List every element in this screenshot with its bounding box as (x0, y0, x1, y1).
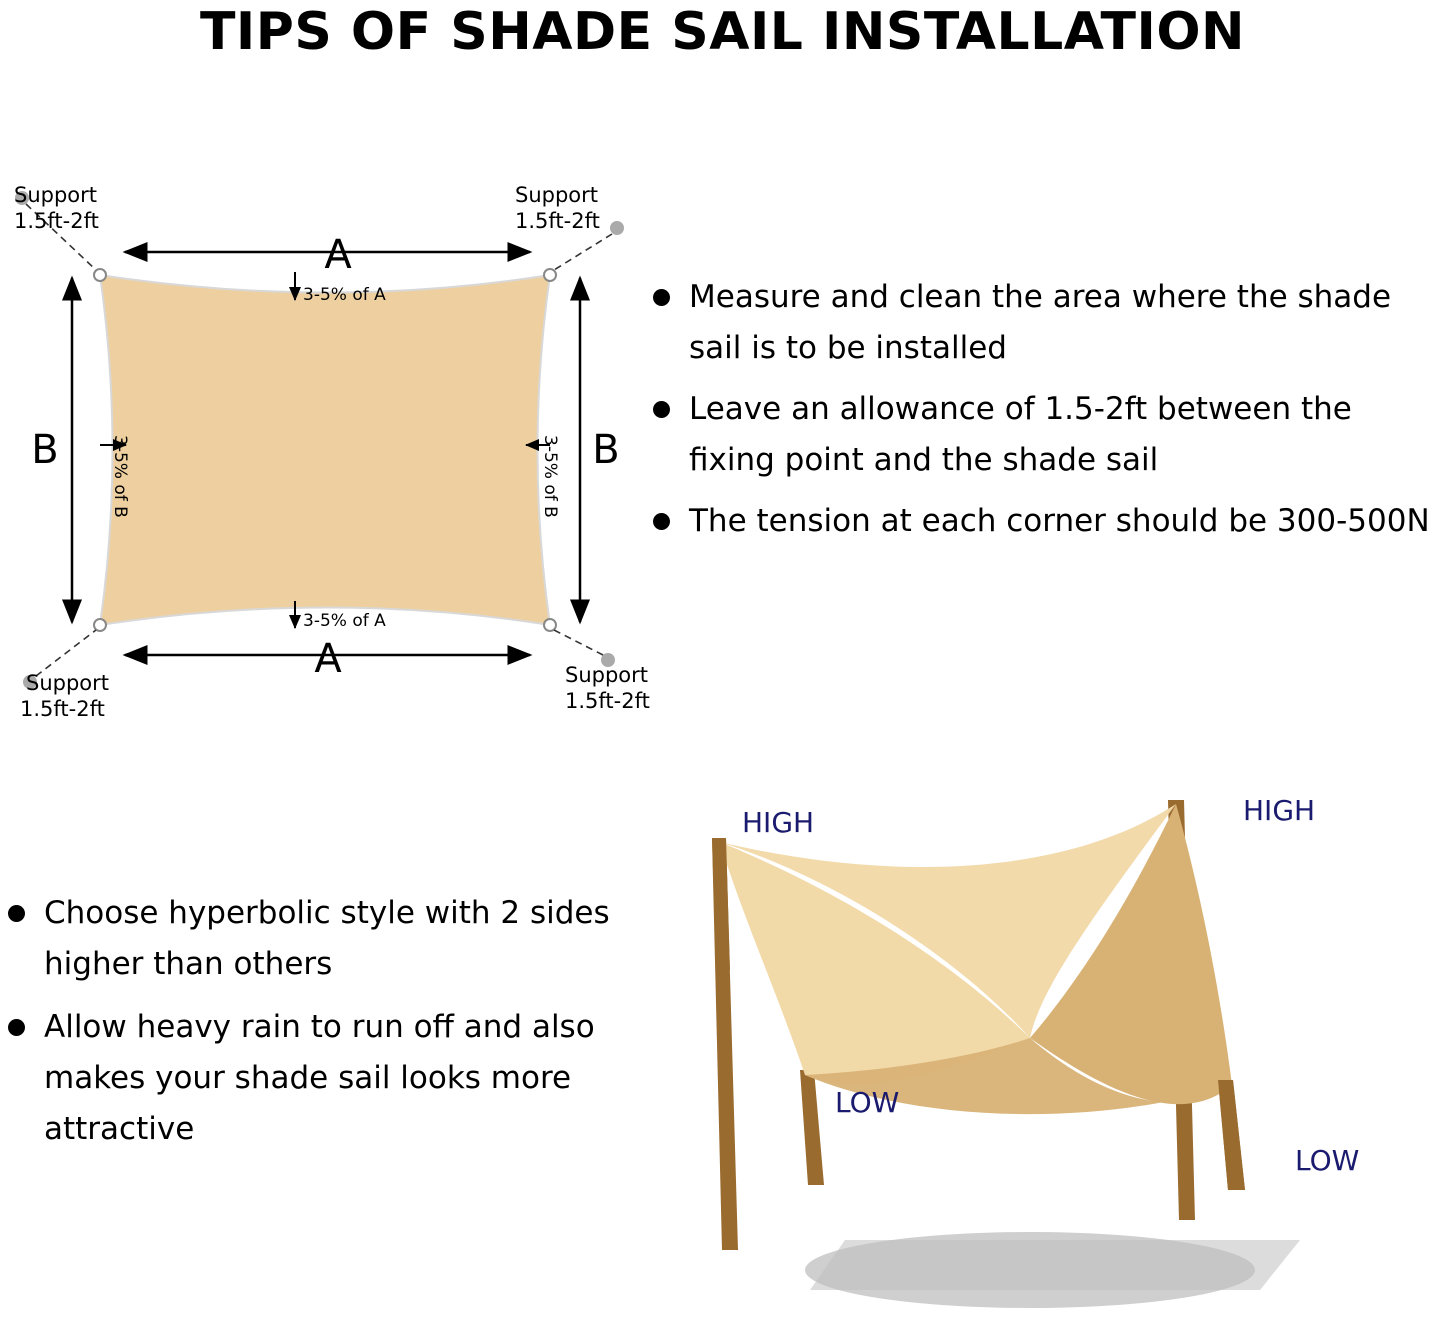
label-low-right: LOW (1295, 1144, 1360, 1177)
support-label-bottom-left-line2: 1.5ft-2ft (20, 697, 105, 721)
support-line-bottom-right (554, 630, 603, 655)
list-item: Measure and clean the area where the shade sail is to be installed (645, 272, 1445, 374)
list-item: Allow heavy rain to run off and also makes your shade sail looks more attractive (0, 1002, 640, 1155)
installation-tips-list (645, 272, 1445, 557)
label-curve-left: 3-5% of B (110, 435, 130, 518)
label-a-bottom: A (314, 636, 342, 682)
label-b-right: B (592, 427, 620, 473)
eyelet-top-left (94, 269, 106, 281)
support-label-top-right-line2: 1.5ft-2ft (515, 209, 600, 233)
label-b-left: B (31, 427, 59, 473)
ground-shadow-secondary (810, 1240, 1300, 1290)
post-low-left (800, 1070, 824, 1185)
support-label-bottom-right-line2: 1.5ft-2ft (565, 689, 650, 713)
label-low-left: LOW (835, 1086, 900, 1119)
support-label-bottom-left-line1: Support (26, 671, 110, 695)
label-curve-top: 3-5% of A (303, 285, 386, 305)
eyelet-bottom-right (544, 619, 556, 631)
label-curve-bottom: 3-5% of A (303, 611, 386, 631)
label-a-top: A (324, 232, 352, 278)
support-dot-top-right (610, 221, 624, 235)
eyelet-bottom-left (94, 619, 106, 631)
support-label-bottom-right-line1: Support (565, 663, 649, 687)
support-line-top-right (554, 234, 612, 270)
post-low-right-tip (1218, 1080, 1245, 1190)
label-curve-right: 3-5% of B (540, 435, 560, 518)
label-high-right: HIGH (1243, 794, 1316, 827)
label-high-left: HIGH (742, 806, 815, 839)
rectangle-sail-diagram (0, 160, 660, 730)
support-label-top-left-line1: Support (14, 183, 98, 207)
sail-shape (100, 275, 550, 625)
page-title: TIPS OF SHADE SAIL INSTALLATION (199, 2, 1246, 62)
support-line-bottom-left (36, 630, 96, 676)
list-item: Leave an allowance of 1.5-2ft between the fixing point and the shade sail (645, 384, 1445, 486)
eyelet-top-right (544, 269, 556, 281)
list-item: The tension at each corner should be 300-500N (645, 496, 1445, 547)
hyperbolic-sail-diagram (660, 770, 1445, 1319)
support-label-top-right-line1: Support (515, 183, 599, 207)
list-item: Choose hyperbolic style with 2 sides higher than others (0, 888, 640, 990)
style-tips-list (0, 888, 640, 1167)
support-label-top-left-line2: 1.5ft-2ft (14, 209, 99, 233)
